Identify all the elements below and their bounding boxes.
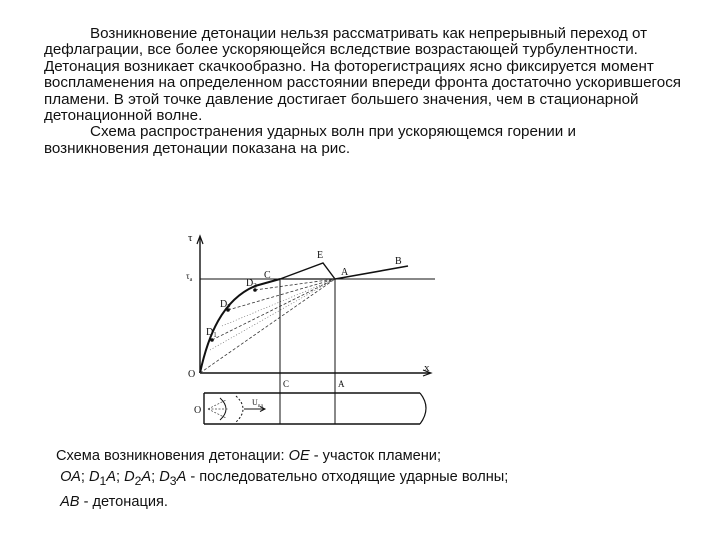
body-text — [44, 26, 684, 157]
flame-to-detonation — [280, 263, 335, 279]
paragraph-1: Возникновение детонации нельзя рассматривать как непрерывный переход от дефлаграции, все более ускоряющейся вследствие возрастающей турбулентности. Детонация возникает скачкообразно. На фоторегистрациях ясно фиксируется момент воспламенения на определенном расстоянии впереди фронта достаточно ускорившегося пламени. В этой точке давление достигает большего значения, чем в стационарной детонационной волне. — [44, 25, 682, 125]
caption-line-2: ОА; $D_1A$; $D_2A$; $D_3A$ - последовательно отходящие ударные волны; — [60, 469, 509, 488]
figure-caption — [56, 446, 696, 513]
origin-label: O — [188, 369, 196, 380]
tau-label: $\tau_а$ — [186, 271, 193, 283]
detonation-diagram — [180, 228, 450, 436]
x-axis-label: x — [424, 362, 430, 374]
caption-line-3: АВ - детонация. — [60, 493, 168, 510]
shock-extra-2 — [222, 279, 335, 326]
tube-origin-label: O — [194, 405, 202, 416]
velocity-label: $U_{пл}$ — [252, 398, 263, 409]
shock-extra — [210, 279, 335, 350]
label-d1: $D_1$ — [206, 327, 217, 339]
projection-label-a-top: A — [338, 379, 345, 389]
shock-OA — [200, 279, 335, 373]
flame-front-arc-2 — [236, 396, 243, 422]
label-b: B — [395, 256, 402, 267]
label-d3: $D_3$ — [246, 278, 257, 290]
paragraph-2: Схема распространения ударных волн при ускоряющемся горении и возникновения детонации показана на рис. — [44, 123, 576, 157]
label-e: E — [317, 250, 324, 261]
t-axis-label: τ — [188, 232, 193, 244]
label-c: C — [264, 270, 271, 281]
projection-label-c-top: C — [283, 379, 290, 389]
caption-line-1: Схема возникновения детонации: ОЕ - участок пламени; — [56, 448, 442, 464]
tube-open-end — [420, 393, 426, 424]
label-a: A — [341, 267, 349, 278]
label-d2: $D_2$ — [220, 299, 231, 311]
